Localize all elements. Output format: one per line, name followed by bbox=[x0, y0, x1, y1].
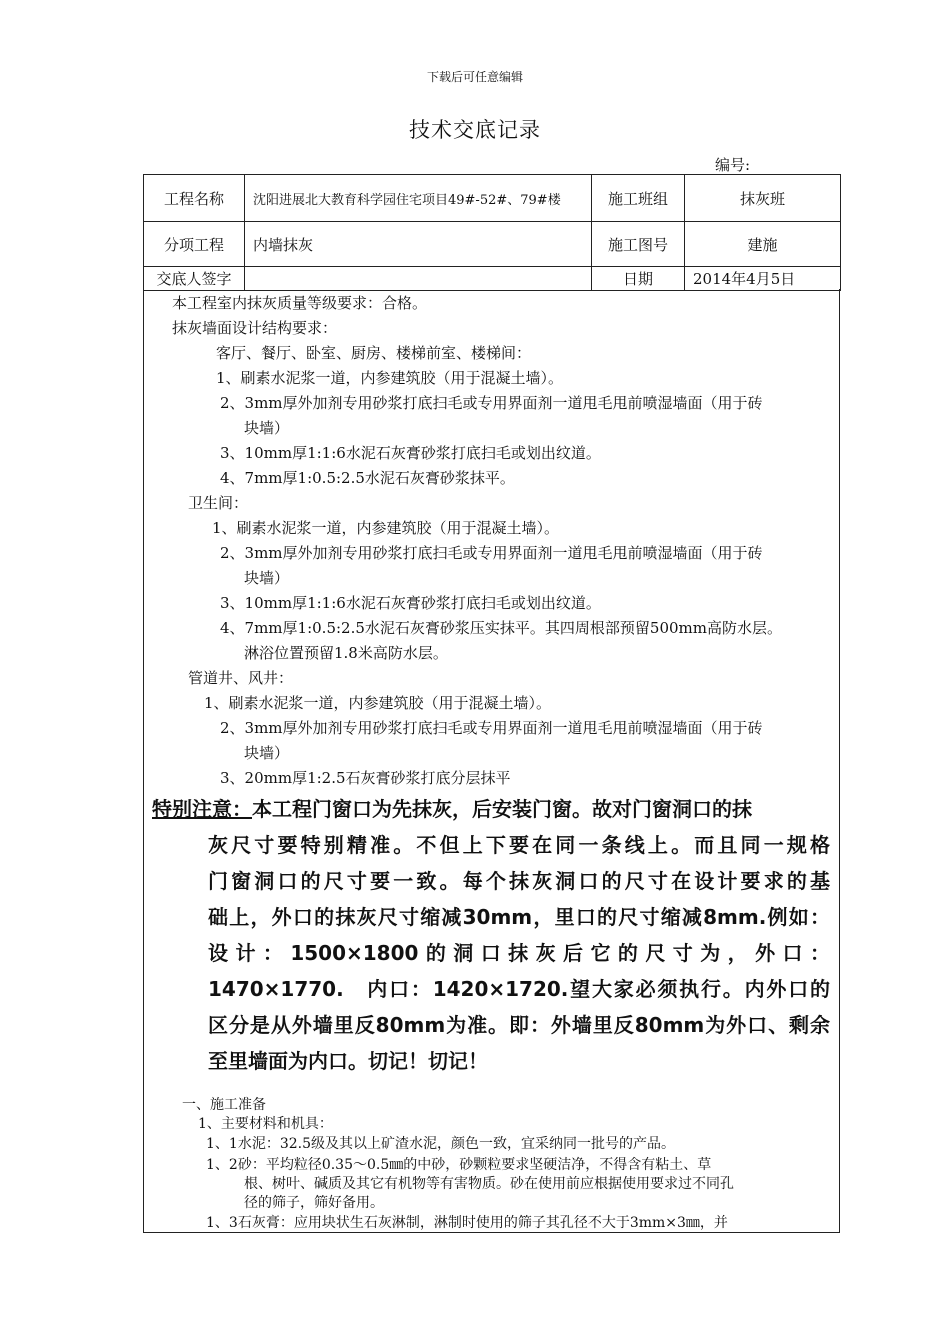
living-step-2: 2、3mm厚外加剂专用砂浆打底扫毛或专用界面剂一道甩毛甩前喷湿墙面（用于砖 bbox=[220, 394, 763, 412]
team-label: 施工班组 bbox=[592, 175, 685, 222]
drawing-value: 建施 bbox=[685, 222, 841, 267]
bathroom-step-4-cont: 淋浴位置预留1.8米高防水层。 bbox=[244, 644, 448, 662]
bathroom-step-2: 2、3mm厚外加剂专用砂浆打底扫毛或专用界面剂一道甩毛甩前喷湿墙面（用于砖 bbox=[220, 544, 763, 562]
special-notice-line-2: 灰尺寸要特别精准。不但上下要在同一条线上。而且同一规格 bbox=[208, 833, 830, 857]
material-sand: 1、2砂：平均粒径0.35～0.5㎜的中砂，砂颗粒要求坚硬洁净，不得含有粘土、草 bbox=[206, 1157, 712, 1173]
sub-project-label: 分项工程 bbox=[144, 222, 245, 267]
date-value: 2014年4月5日 bbox=[685, 267, 841, 291]
signer-value bbox=[245, 267, 592, 291]
special-notice-line-1: 本工程门窗口为先抹灰，后安装门窗。故对门窗洞口的抹 bbox=[252, 797, 752, 821]
shaft-step-2-cont: 块墙） bbox=[244, 744, 290, 762]
special-notice-line-3: 门窗洞口的尺寸要一致。每个抹灰洞口的尺寸在设计要求的基 bbox=[208, 869, 830, 893]
special-notice bbox=[152, 794, 752, 825]
sub-project-value: 内墙抹灰 bbox=[245, 222, 592, 267]
page-title: 技术交底记录 bbox=[409, 118, 541, 142]
shaft-step-3: 3、20mm厚1:2.5石灰膏砂浆打底分层抹平 bbox=[220, 769, 511, 787]
living-step-2-cont: 块墙） bbox=[244, 419, 290, 437]
material-sand-cont-2: 径的筛子，筛好备用。 bbox=[244, 1195, 384, 1211]
material-lime: 1、3石灰膏：应用块状生石灰淋制，淋制时使用的筛子其孔径不大于3mm×3㎜，并 bbox=[206, 1215, 728, 1231]
bathroom-heading: 卫生间： bbox=[188, 494, 249, 512]
special-notice-line-5: 设计：1500×1800的洞口抹灰后它的尺寸为，外口： bbox=[208, 941, 830, 965]
document-number-label: 编号: bbox=[715, 156, 751, 174]
material-sand-cont-1: 根、树叶、碱质及其它有机物等有害物质。砂在使用前应根据使用要求过不同孔 bbox=[244, 1176, 734, 1192]
special-notice-line-4: 础上，外口的抹灰尺寸缩减30mm，里口的尺寸缩减8mm.例如： bbox=[208, 905, 830, 929]
living-step-1: 1、刷素水泥浆一道，内参建筑胶（用于混凝土墙）。 bbox=[216, 369, 564, 387]
special-notice-line-7: 区分是从外墙里反80mm为准。即：外墙里反80mm为外口、剩余 bbox=[208, 1013, 830, 1037]
special-notice-line-6: 1470×1770. 内口：1420×1720.望大家必须执行。内外口的 bbox=[208, 977, 830, 1001]
prep-heading: 一、施工准备 bbox=[182, 1097, 266, 1113]
bathroom-step-2-cont: 块墙） bbox=[244, 569, 290, 587]
team-value: 抹灰班 bbox=[685, 175, 841, 222]
drawing-label: 施工图号 bbox=[592, 222, 685, 267]
shaft-heading: 管道井、风井： bbox=[188, 669, 294, 687]
bathroom-step-1: 1、刷素水泥浆一道，内参建筑胶（用于混凝土墙）。 bbox=[212, 519, 560, 537]
bathroom-step-4: 4、7mm厚1:0.5:2.5水泥石灰膏砂浆压实抹平。其四周根部预留500mm高防水层。 bbox=[220, 619, 782, 637]
living-step-3: 3、10mm厚1:1:6水泥石灰膏砂浆打底扫毛或划出纹道。 bbox=[220, 444, 601, 462]
signer-label: 交底人签字 bbox=[144, 267, 245, 291]
bathroom-step-3: 3、10mm厚1:1:6水泥石灰膏砂浆打底扫毛或划出纹道。 bbox=[220, 594, 601, 612]
shaft-step-2: 2、3mm厚外加剂专用砂浆打底扫毛或专用界面剂一道甩毛甩前喷湿墙面（用于砖 bbox=[220, 719, 763, 737]
special-notice-line-8: 至里墙面为内口。切记！切记！ bbox=[208, 1049, 488, 1073]
living-step-4: 4、7mm厚1:0.5:2.5水泥石灰膏砂浆抹平。 bbox=[220, 469, 515, 487]
living-rooms-heading: 客厅、餐厅、卧室、厨房、楼梯前室、楼梯间： bbox=[216, 344, 532, 362]
special-notice-label: 特别注意： bbox=[152, 797, 252, 821]
structure-requirement-heading: 抹灰墙面设计结构要求： bbox=[172, 319, 338, 337]
info-table bbox=[143, 174, 841, 291]
header-note: 下载后可任意编辑 bbox=[426, 70, 523, 84]
date-label: 日期 bbox=[592, 267, 685, 291]
project-name-label: 工程名称 bbox=[144, 175, 245, 222]
material-cement: 1、1水泥：32.5级及其以上矿渣水泥，颜色一致，宜采纳同一批号的产品。 bbox=[206, 1136, 675, 1152]
content-box bbox=[143, 289, 840, 1233]
project-name-value: 沈阳进展北大教育科学园住宅项目49#-52#、79#楼 bbox=[245, 175, 592, 222]
quality-requirement: 本工程室内抹灰质量等级要求：合格。 bbox=[172, 294, 428, 312]
shaft-step-1: 1、刷素水泥浆一道，内参建筑胶（用于混凝土墙）。 bbox=[204, 694, 552, 712]
materials-heading: 1、主要材料和机具： bbox=[198, 1116, 333, 1132]
